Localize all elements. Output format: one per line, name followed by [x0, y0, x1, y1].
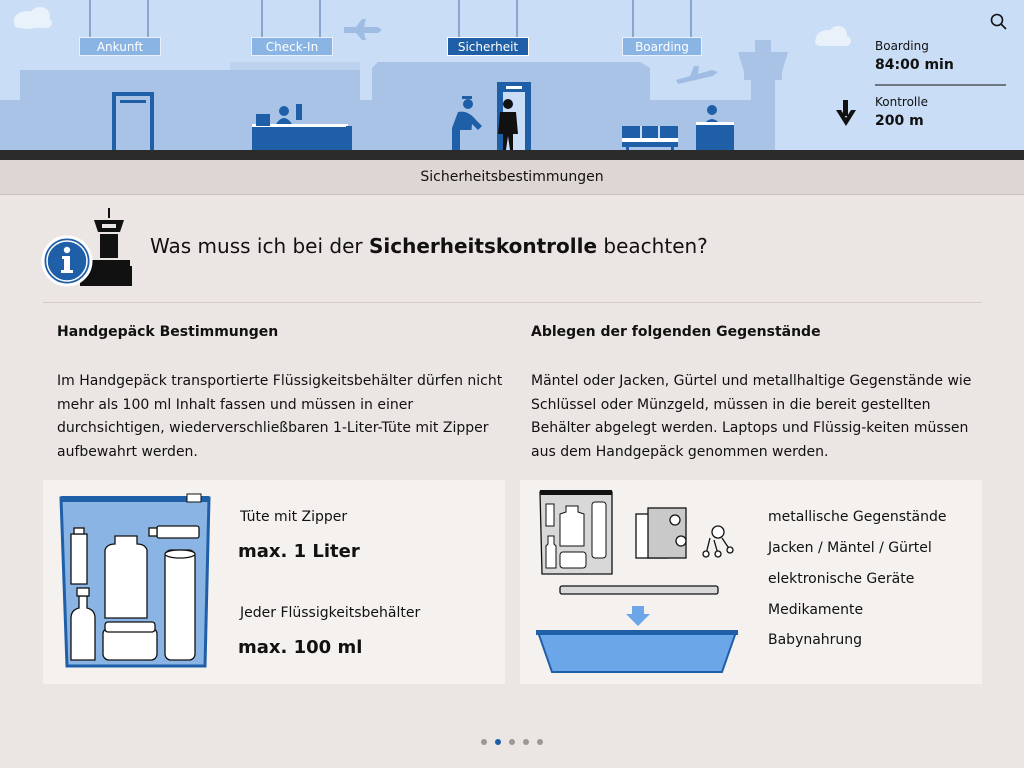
page-dot[interactable] — [509, 739, 515, 745]
stage-check-in[interactable]: Check-In — [251, 37, 333, 56]
stage-arrival[interactable]: Ankunft — [79, 37, 161, 56]
item-baby-food: Babynahrung — [768, 632, 863, 648]
waiting-chairs — [622, 126, 678, 150]
items-title: Ablegen der folgenden Gegenstände — [531, 324, 821, 340]
page-dot[interactable] — [523, 739, 529, 745]
page-question — [150, 234, 708, 258]
airport-illustration — [0, 0, 1024, 160]
item-medication: Medikamente — [768, 602, 864, 618]
question-prefix: Was muss ich bei der — [150, 234, 369, 258]
divider — [43, 302, 982, 303]
keys-icon — [703, 526, 733, 557]
zipper-bag-icon — [57, 492, 257, 674]
control-label: Kontrolle — [875, 95, 928, 109]
stage-security[interactable]: Sicherheit — [447, 37, 529, 56]
bag-label: Tüte mit Zipper — [240, 509, 348, 525]
item-metal: metallische Gegenstände — [768, 509, 947, 525]
page-dot[interactable] — [537, 739, 543, 745]
liquids-card — [43, 480, 505, 684]
section-title-bar — [0, 160, 1024, 195]
boarding-time: 84:00 min — [875, 57, 954, 73]
container-label: Jeder Flüssigkeitsbehälter — [240, 605, 421, 621]
boarding-label: Boarding — [875, 39, 929, 53]
hand-luggage-text: Im Handgepäck transportierte Flüssigkeitsbehälter dürfen nicht mehr als 100 ml Inhalt fassen und müssen in einer durchsichtigen, wiederverschließbaren 1-Liter-Tüte mit Zipper aufbewahrt werden. — [57, 373, 503, 460]
hand-luggage-title: Handgepäck Bestimmungen — [57, 324, 279, 340]
page-indicator — [0, 736, 1024, 748]
security-tray-icon — [536, 488, 760, 674]
page-dot[interactable] — [481, 739, 487, 745]
item-electronics: elektronische Geräte — [768, 571, 915, 587]
page-dot[interactable] — [495, 739, 501, 745]
search-button[interactable] — [985, 8, 1011, 34]
section-title: Sicherheitsbestimmungen — [420, 169, 604, 185]
items-text: Mäntel oder Jacken, Gürtel und metallhaltige Gegenstände wie Schlüssel oder Münzgeld, müssen in die bereit gestellten Behälter abgelegt werden. Laptops und Flüssig-keiten müssen aus dem Handgepäck genommen werden. — [531, 373, 972, 460]
container-max: max. 100 ml — [238, 637, 363, 658]
stage-boarding[interactable]: Boarding — [622, 37, 702, 56]
info-tower-icon — [40, 206, 136, 288]
item-jackets: Jacken / Mäntel / Gürtel — [768, 540, 932, 556]
control-distance: 200 m — [875, 113, 924, 129]
question-suffix: beachten? — [597, 234, 708, 258]
items-card — [520, 480, 982, 684]
question-bold: Sicherheitskontrolle — [368, 234, 598, 258]
bag-max: max. 1 Liter — [238, 541, 360, 562]
airport-header — [0, 0, 1024, 160]
